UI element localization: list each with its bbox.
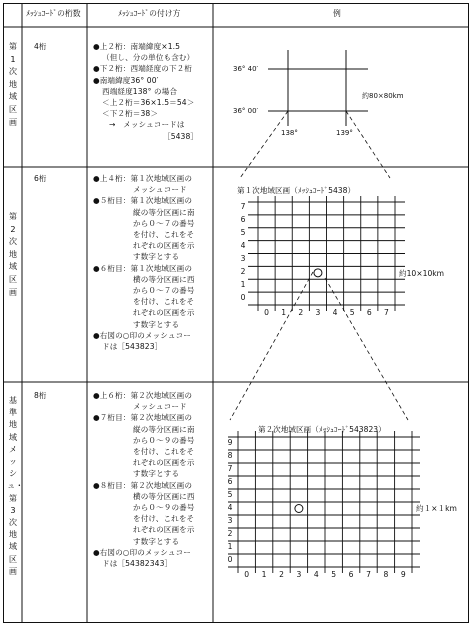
y-tick-label: 5 bbox=[227, 489, 233, 499]
y-tick-label: 7 bbox=[227, 463, 233, 473]
x-tick-label: 0 bbox=[244, 570, 250, 579]
second-mesh-size: 約10×10km bbox=[399, 269, 445, 278]
row1-name: 第1次地域区画 bbox=[8, 41, 18, 127]
x-tick-label: 2 bbox=[279, 570, 284, 579]
second-mesh-title: 第１次地域区画（ﾒｯｼｭｺｰﾄﾞ5438） bbox=[237, 186, 356, 195]
header-method: ﾒｯｼｭｺｰﾄﾞの付け方 bbox=[118, 9, 181, 18]
x-tick-label: 8 bbox=[383, 570, 389, 579]
row3-name: 基準地域メッシュ・第3次地域区画 bbox=[7, 395, 24, 576]
lat-bottom-label: 36° 00′ bbox=[233, 107, 259, 115]
row3-method: ●上６桁：第２次地域区画の メッシュコード ●７桁目：第２次地域区画の 縦の等分区画に南 から０～９の番号 を付け、これをそ れぞれの区画を示 す数字とする ●８桁目：第２次地域区画の 横の等分区画に西 から０～９の番号 を付け、これをそ れぞれの区画を示 す数字とする ●右図の○印のメッシュコー ドは［54382343］ bbox=[93, 391, 195, 569]
x-tick-label: 0 bbox=[264, 308, 269, 317]
y-tick-label: 0 bbox=[240, 292, 246, 302]
y-tick-label: 3 bbox=[227, 515, 233, 525]
x-tick-label: 3 bbox=[296, 570, 302, 579]
first-mesh-diagram bbox=[268, 50, 368, 126]
second-mesh-grid bbox=[248, 196, 405, 311]
y-tick-label: 4 bbox=[240, 241, 246, 251]
x-tick-label: 5 bbox=[331, 570, 337, 579]
row2-digits: 6桁 bbox=[34, 174, 47, 183]
y-tick-label: 2 bbox=[227, 528, 233, 538]
third-mesh-grid bbox=[228, 431, 420, 573]
y-tick-label: 0 bbox=[227, 554, 233, 564]
x-tick-label: 9 bbox=[400, 570, 406, 579]
lat-top-label: 36° 40′ bbox=[233, 65, 259, 73]
x-tick-label: 6 bbox=[348, 570, 354, 579]
x-tick-label: 4 bbox=[313, 570, 319, 579]
x-tick-label: 3 bbox=[315, 308, 321, 317]
lon-right-label: 139° bbox=[336, 129, 353, 137]
header-digits: ﾒｯｼｭｺｰﾄﾞの桁数 bbox=[26, 9, 81, 18]
y-tick-label: 3 bbox=[240, 253, 246, 263]
y-tick-label: 2 bbox=[240, 266, 246, 276]
x-tick-label: 1 bbox=[261, 570, 267, 579]
x-tick-label: 6 bbox=[366, 308, 372, 317]
x-tick-label: 4 bbox=[332, 308, 338, 317]
y-tick-label: 4 bbox=[227, 502, 233, 512]
row1-digits: 4桁 bbox=[34, 42, 47, 51]
y-tick-label: 8 bbox=[227, 450, 233, 460]
third-mesh-size: 約１×１km bbox=[416, 504, 457, 513]
row2-name: 第2次地域区画 bbox=[8, 211, 18, 297]
header-example: 例 bbox=[333, 9, 341, 18]
lon-left-label: 138° bbox=[281, 129, 298, 137]
x-tick-label: 2 bbox=[298, 308, 304, 317]
x-tick-label: 1 bbox=[281, 308, 287, 317]
x-tick-label: 5 bbox=[349, 308, 355, 317]
x-tick-label: 7 bbox=[384, 308, 389, 317]
y-tick-label: 7 bbox=[240, 202, 246, 212]
y-tick-label: 5 bbox=[240, 228, 246, 238]
marked-cell-circle bbox=[314, 269, 322, 277]
y-tick-label: 1 bbox=[240, 279, 246, 289]
marked-cell-circle bbox=[295, 505, 303, 513]
x-tick-label: 7 bbox=[366, 570, 371, 579]
y-tick-label: 1 bbox=[227, 541, 233, 551]
row2-method: ●上４桁：第１次地域区画の メッシュコード ●５桁目：第１次地域区画の 縦の等分区画に南 から０～７の番号 を付け、これをそ れぞれの区画を示 す数字とする ●６桁目：第１次地域区画の 横の等分区画に西 から０～７の番号 を付け、これをそ れぞれの区画を示 す数字とする ●右図の○印のメッシュコー ドは［543823］ bbox=[93, 174, 195, 352]
y-tick-label: 6 bbox=[240, 215, 246, 225]
row1-method: ●上２桁：南端緯度×1.5 （但し、分の単位も含む） ●下２桁：西端経度の下２桁 ●南端緯度36° 00′ 西端経度138° の場合 ＜上２桁＝36×1.5＝54＞ ＜下２桁＝38＞ → メッシュコードは ［5438］ bbox=[93, 42, 199, 141]
row3-digits: 8桁 bbox=[34, 391, 47, 400]
y-tick-label: 9 bbox=[227, 437, 233, 447]
y-tick-label: 6 bbox=[227, 476, 233, 486]
third-mesh-title: 第２次地域区画（ﾒｯｼｭｺｰﾄﾞ543823） bbox=[258, 425, 386, 434]
first-mesh-size: 約80×80km bbox=[362, 92, 404, 100]
